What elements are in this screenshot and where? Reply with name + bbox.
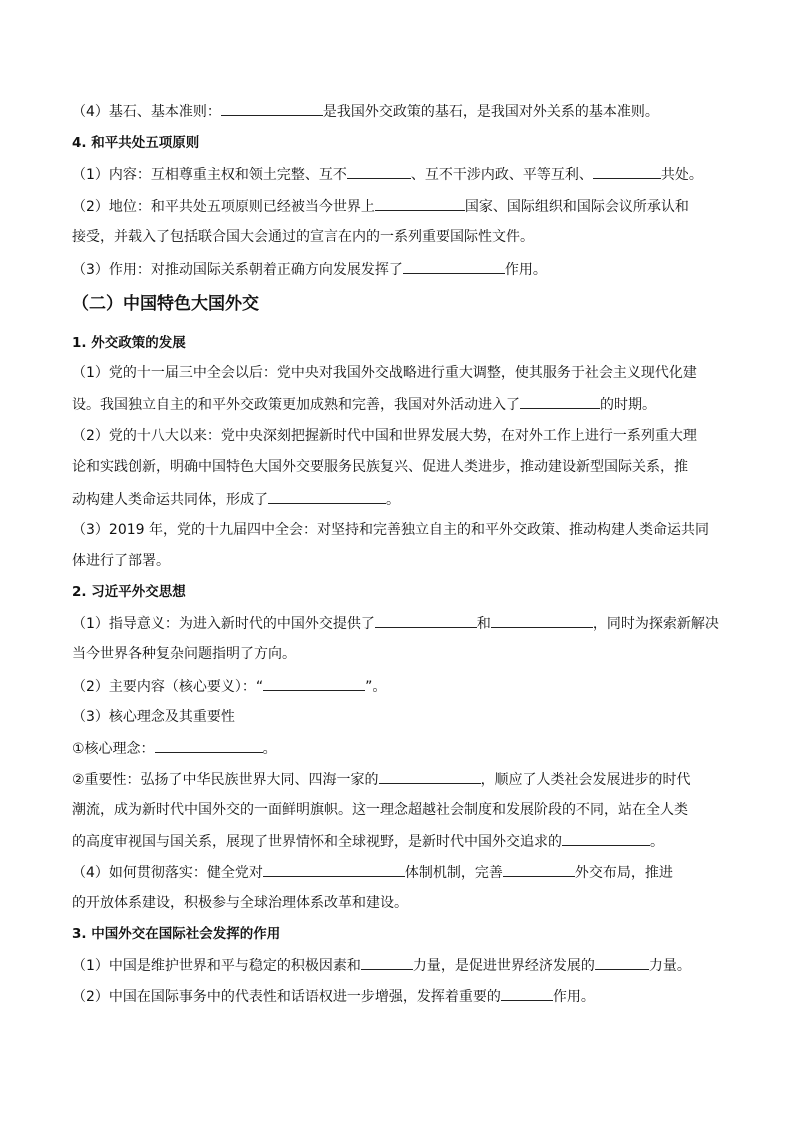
fill-blank[interactable] xyxy=(520,393,600,409)
text-line: 潮流，成为新时代中国外交的一面鲜明旗帜。这一理念超越社会制度和发展阶段的不同，站在全人类 xyxy=(72,802,688,818)
text-line: （3）核心理念及其重要性 xyxy=(72,709,235,725)
text-line: 设。我国独立自主的和平外交政策更加成熟和完善，我国对外活动进入了 的时期。 xyxy=(72,393,732,416)
fill-blank[interactable] xyxy=(491,612,593,628)
section-heading: 1. 外交政策的发展 xyxy=(72,335,186,351)
text-line: 的高度审视国与国关系，展现了世界情怀和全球视野，是新时代中国外交追求的 。 xyxy=(72,830,732,853)
text-line: 当今世界各种复杂问题指明了方向。 xyxy=(72,646,296,662)
section-heading: 4. 和平共处五项原则 xyxy=(72,135,200,151)
text-line: （1）内容：互相尊重主权和领土完整、互不 、互不干涉内政、平等互利、 共处。 xyxy=(72,163,732,186)
text-line: ②重要性：弘扬了中华民族世界大同、四海一家的 ，顺应了人类社会发展进步的时代 xyxy=(72,768,732,791)
fill-blank[interactable] xyxy=(375,612,477,628)
text-line: （4）基石、基本准则： 是我国外交政策的基石，是我国对外关系的基本准则。 xyxy=(72,100,732,123)
text-line: （2）中国在国际事务中的代表性和话语权进一步增强，发挥着重要的 作用。 xyxy=(72,985,732,1008)
section-heading: 3. 中国外交在国际社会发挥的作用 xyxy=(72,926,281,942)
text-line: （3）2019 年，党的十九届四中全会：对坚持和完善独立自主的和平外交政策、推动构建人类命运共同 xyxy=(72,522,709,538)
fill-blank[interactable] xyxy=(347,163,411,179)
fill-blank[interactable] xyxy=(503,861,575,877)
fill-blank[interactable] xyxy=(593,163,661,179)
section-heading: 2. 习近平外交思想 xyxy=(72,584,186,600)
chapter-heading: （二）中国特色大国外交 xyxy=(72,294,259,314)
text-line: （4）如何贯彻落实：健全党对 体制机制，完善 外交布局，推进 xyxy=(72,861,732,884)
fill-blank[interactable] xyxy=(562,830,650,846)
fill-blank[interactable] xyxy=(595,954,649,970)
fill-blank[interactable] xyxy=(221,100,323,116)
fill-blank[interactable] xyxy=(379,768,481,784)
text-line: ①核心理念： 。 xyxy=(72,737,732,760)
text-line: 论和实践创新，明确中国特色大国外交要服务民族复兴、促进人类进步，推动建设新型国际关系，推 xyxy=(72,459,688,475)
fill-blank[interactable] xyxy=(268,488,386,504)
text-line: 接受，并载入了包括联合国大会通过的宣言在内的一系列重要国际性文件。 xyxy=(72,229,534,245)
fill-blank[interactable] xyxy=(375,195,465,211)
text-line: （1）党的十一届三中全会以后：党中央对我国外交战略进行重大调整，使其服务于社会主义现代化建 xyxy=(72,365,697,381)
text-line: （2）党的十八大以来：党中央深刻把握新时代中国和世界发展大势，在对外工作上进行一系列重大理 xyxy=(72,428,697,444)
fill-blank[interactable] xyxy=(263,675,365,691)
text-line: （1）中国是维护世界和平与稳定的积极因素和 力量，是促进世界经济发展的 力量。 xyxy=(72,954,732,977)
text-line: 动构建人类命运共同体，形成了 。 xyxy=(72,488,732,511)
fill-blank[interactable] xyxy=(501,985,553,1001)
fill-blank[interactable] xyxy=(155,737,263,753)
fill-blank[interactable] xyxy=(361,954,413,970)
text-line: （3）作用：对推动国际关系朝着正确方向发展发挥了 作用。 xyxy=(72,258,732,281)
text-line: 的开放体系建设，积极参与全球治理体系改革和建设。 xyxy=(72,895,408,911)
text-line: （1）指导意义：为进入新时代的中国外交提供了 和 ，同时为探索新解决 xyxy=(72,612,732,635)
fill-blank[interactable] xyxy=(403,258,505,274)
text-line: 体进行了部署。 xyxy=(72,553,170,569)
text-line: （2）主要内容（核心要义）：“ ”。 xyxy=(72,675,732,698)
fill-blank[interactable] xyxy=(263,861,405,877)
text-line: （2）地位：和平共处五项原则已经被当今世界上 国家、国际组织和国际会议所承认和 xyxy=(72,195,732,218)
